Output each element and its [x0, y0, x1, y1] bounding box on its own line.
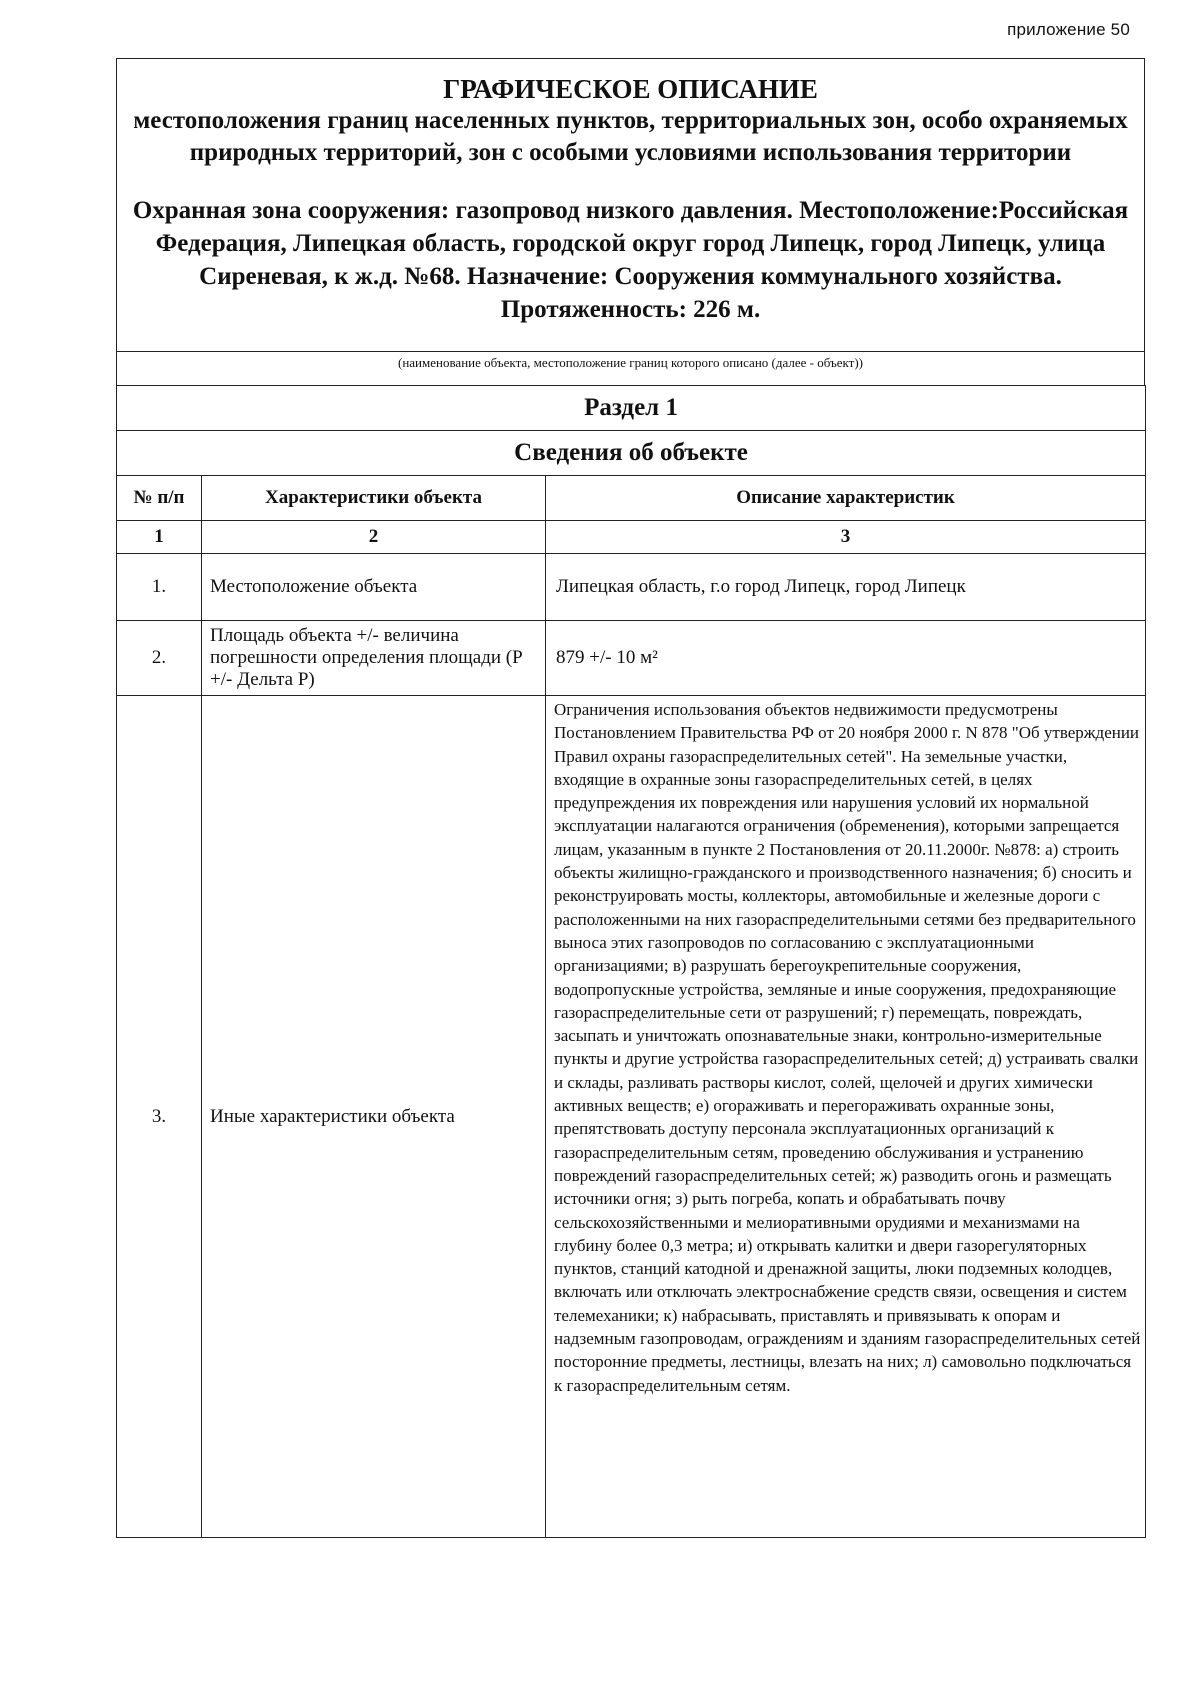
row-description: Ограничения использования объектов недвижимости предусмотрены Постановлением Правительства РФ от 20 ноября 2000 г. N 878 "Об утверждении Правил охраны газораспределительных сетей". На земельные участки, входящие в охранные зоны газораспределительных сетей, в целях предупреждения их повреждения или нарушения условий их нормальной эксплуатации налагаются ограничения (обременения), которыми запрещается лицам, указанным в пункте 2 Постановления от 20.11.2000г. №878: а) строить объекты жилищно-гражданского и производственного назначения; б) сносить и реконструировать мосты, коллекторы, автомобильные и железные дороги с расположенными на них газораспределительными сетями без предварительного выноса этих газопроводов по согласованию с эксплуатационными организациями; в) разрушать берегоукрепительные сооружения, водопропускные устройства, земляные и иные сооружения, предохраняющие газораспределительные сети от разрушений; г) перемещать, повреждать, засыпать и уничтожать опознавательные знаки, контрольно-измерительные пункты и другие устройства газораспределительных сетей; д) устраивать свалки и склады, разливать растворы кислот, солей, щелочей и других химически активных веществ; е) огораживать и перегораживать охранные зоны, препятствовать доступу персонала эксплуатационных организаций к газораспределительным сетям, проведению обслуживания и устранению повреждений газораспределительных сетей; ж) разводить огонь и размещать источники огня; з) рыть погреба, копать и обрабатывать почву сельскохозяйственными и мелиоративными орудиями и механизмами на глубину более 0,3 метра; и) открывать калитки и двери газорегуляторных пунктов, станций катодной и дренажной защиты, люки подземных колодцев, включать или отключать электроснабжение средств связи, освещения и систем телемеханики; к) набрасывать, приставлять и привязывать к опорам и надземным газопроводам, ограждениям и зданиям газораспределительных сетей посторонние предметы, лестницы, влезать на них; л) самовольно подключаться к газораспределительным сетям.: [546, 696, 1146, 1538]
column-number-2: 2: [202, 521, 546, 554]
row-characteristic: Местоположение объекта: [202, 554, 546, 621]
column-number-1: 1: [117, 521, 202, 554]
section-title: Раздел 1: [117, 386, 1146, 431]
object-info-table: [116, 385, 1146, 1538]
header-characteristic: Характеристики объекта: [202, 476, 546, 521]
table-row: [117, 696, 1146, 1538]
document-title: ГРАФИЧЕСКОЕ ОПИСАНИЕ: [443, 74, 818, 104]
annex-label: приложение 50: [1007, 20, 1130, 39]
header-box: [116, 58, 1145, 385]
row-characteristic: Иные характеристики объекта: [202, 696, 546, 1538]
table-header-row: [117, 476, 1146, 521]
table-row: [117, 554, 1146, 621]
header-description: Описание характеристик: [546, 476, 1146, 521]
document-subtitle: местоположения границ населенных пунктов, территориальных зон, особо охраняемых природных территорий, зон с особыми условиями использования территории: [133, 107, 1128, 166]
row-number: 1.: [117, 554, 202, 621]
row-number: 2.: [117, 621, 202, 696]
row-description: Липецкая область, г.о город Липецк, город Липецк: [546, 554, 1146, 621]
section-subtitle: Сведения об объекте: [117, 431, 1146, 476]
table-row: [117, 621, 1146, 696]
object-note: (наименование объекта, местоположение границ которого описано (далее - объект)): [117, 351, 1144, 385]
document-frame: [116, 58, 1145, 1538]
header-block: [117, 59, 1144, 351]
object-name: Охранная зона сооружения: газопровод низкого давления. Местоположение:Российская Федерация, Липецкая область, городской округ город Липецк, город Липецк, улица Сиреневая, к ж.д. №68. Назначение: Сооружения коммунального хозяйства. Протяженность: 226 м.: [132, 197, 1129, 323]
column-number-row: [117, 521, 1146, 554]
row-characteristic: Площадь объекта +/- величина погрешности определения площади (Р +/- Дельта Р): [202, 621, 546, 696]
column-number-3: 3: [546, 521, 1146, 554]
row-number: 3.: [117, 696, 202, 1538]
row-description: 879 +/- 10 м²: [546, 621, 1146, 696]
header-number: № п/п: [117, 476, 202, 521]
